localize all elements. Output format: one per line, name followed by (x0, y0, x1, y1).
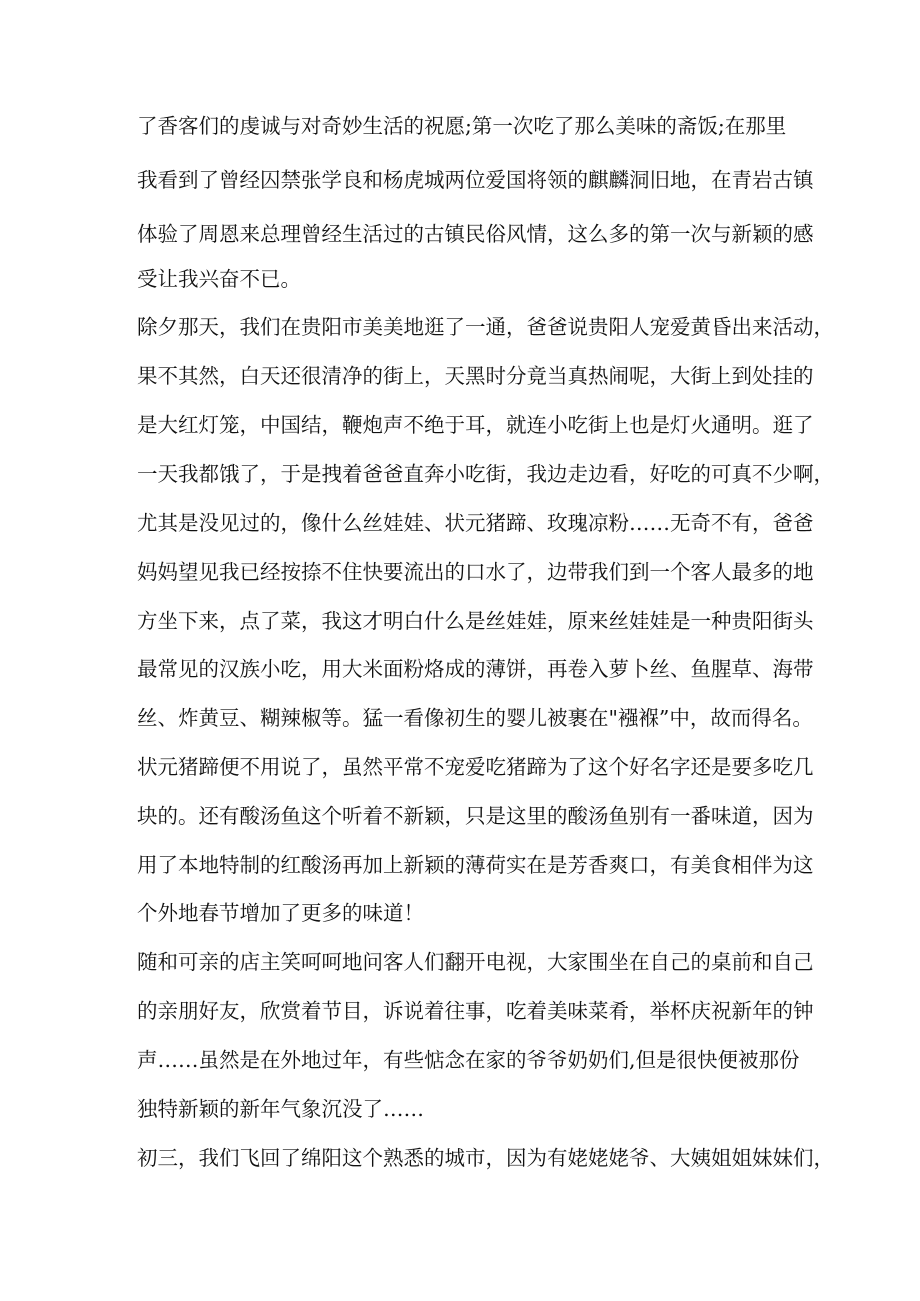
text-line: 了香客们的虔诚与对奇妙生活的祝愿;第一次吃了那么美味的斋饭;在那里 (137, 114, 787, 138)
text-line: 尤其是没见过的，像什么丝娃娃、状元猪蹄、玫瑰凉粉……无奇不有，爸爸 (137, 511, 814, 535)
text-line: 果不其然，白天还很清净的街上，天黑时分竟当真热闹呢，大街上到处挂的 (137, 364, 814, 388)
text-line: 随和可亲的店主笑呵呵地问客人们翻开电视，大家围坐在自己的桌前和自己 (137, 950, 814, 974)
text-line: 的亲朋好友，欣赏着节目，诉说着往事，吃着美味菜肴，举杯庆祝新年的钟 (137, 999, 814, 1023)
text-line: 状元猪蹄便不用说了，虽然平常不宠爱吃猪蹄为了这个好名字还是要多吃几 (137, 755, 814, 779)
text-line: 个外地春节增加了更多的味道！ (137, 901, 424, 925)
text-line: 块的。还有酸汤鱼这个听着不新颖，只是这里的酸汤鱼别有一番味道，因为 (137, 804, 814, 828)
text-line: 初三，我们飞回了绵阳这个熟悉的城市，因为有姥姥姥爷、大姨姐姐妹妹们， (137, 1146, 834, 1170)
text-line: 受让我兴奋不已。 (137, 267, 301, 291)
text-line: 体验了周恩来总理曾经生活过的古镇民俗风情，这么多的第一次与新颖的感 (137, 222, 814, 246)
text-line: 用了本地特制的红酸汤再加上新颖的薄荷实在是芳香爽口，有美食相伴为这 (137, 853, 814, 877)
text-line: 丝、炸黄豆、糊辣椒等。猛一看像初生的婴儿被裹在"襁褓”中，故而得名。 (137, 706, 813, 730)
text-line: 独特新颖的新年气象沉没了…… (137, 1097, 424, 1121)
text-line: 除夕那天，我们在贵阳市美美地逛了一通，爸爸说贵阳人宠爱黄昏出来活动， (137, 315, 834, 339)
text-line: 是大红灯笼，中国结，鞭炮声不绝于耳，就连小吃街上也是灯火通明。逛了 (137, 413, 814, 437)
text-line: 声……虽然是在外地过年，有些惦念在家的爷爷奶奶们,但是很快便被那份 (137, 1048, 800, 1072)
text-line: 最常见的汉族小吃，用大米面粉烙成的薄饼，再卷入萝卜丝、鱼腥草、海带 (137, 657, 814, 681)
text-line: 一天我都饿了，于是拽着爸爸直奔小吃街，我边走边看，好吃的可真不少啊， (137, 462, 834, 486)
text-line: 方坐下来，点了菜，我这才明白什么是丝娃娃，原来丝娃娃是一种贵阳街头 (137, 609, 814, 633)
text-line: 妈妈望见我已经按捺不住快要流出的口水了，边带我们到一个客人最多的地 (137, 560, 814, 584)
text-line: 我看到了曾经囚禁张学良和杨虎城两位爱国将领的麒麟洞旧地，在青岩古镇 (137, 168, 814, 192)
